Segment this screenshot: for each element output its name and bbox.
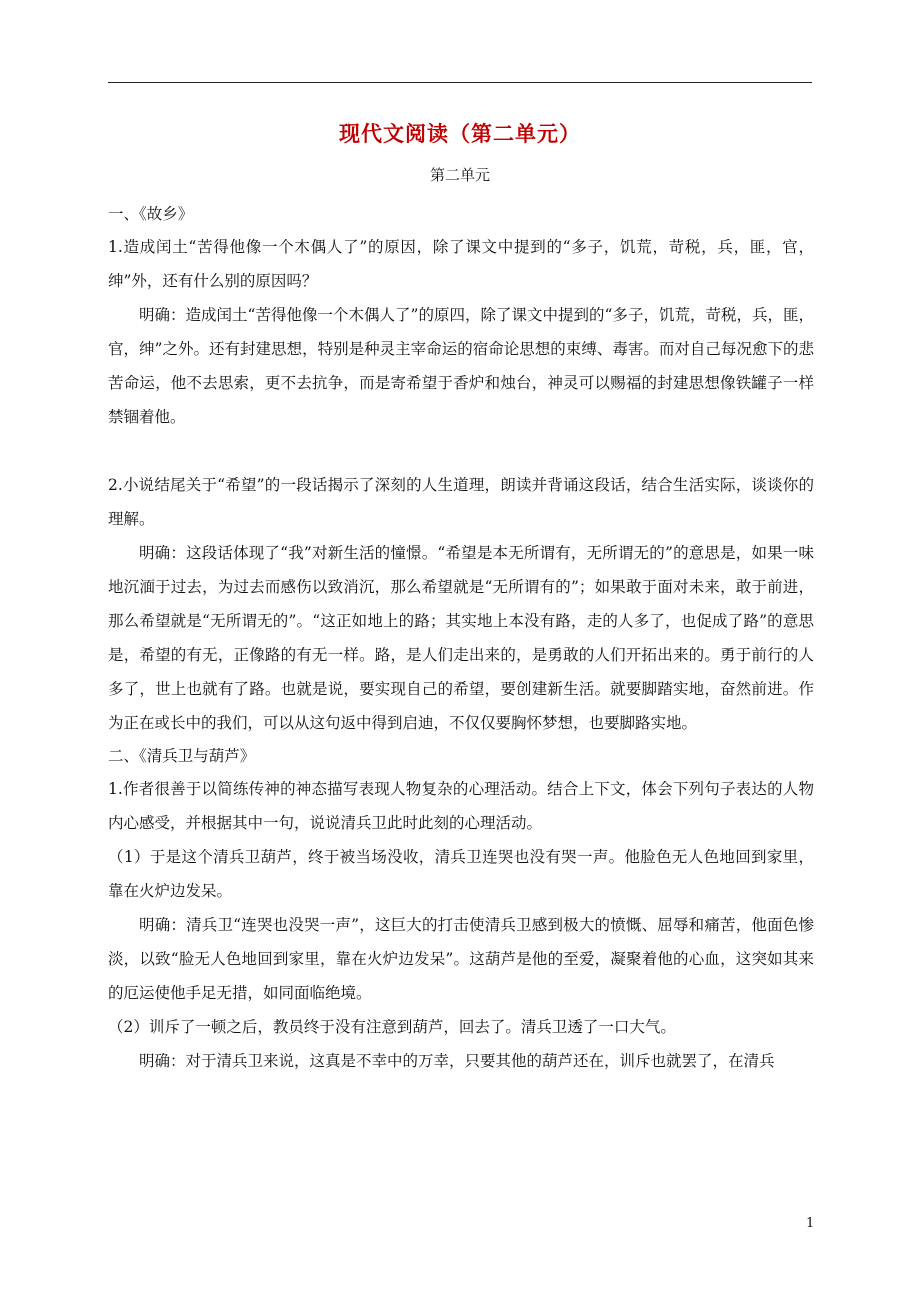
question-paragraph: 1.作者很善于以简练传神的神态描写表现人物复杂的心理活动。结合上下文，体会下列句子表达的人物内心感受，并根据其中一句，说说清兵卫此时此刻的心理活动。 bbox=[108, 780, 814, 832]
answer-paragraph: 明确：这段话体现了“我”对新生活的憧憬。“希望是本无所谓有，无所谓无的”的意思是，如果一味地沉湎于过去，为过去而感伤以致消沉，那么希望就是“无所谓有的”；如果敢于面对未来，敢于前进，那么希望就是“无所谓无的”。“这正如地上的路；其实地上本没有路，走的人多了，也促成了路”的意思是，希望的有无，正像路的有无一样。路，是人们走出来的，是勇敢的人们开拓出来的。勇于前行的人多了，世上也就有了路。也就是说，要实现自己的希望，要创建新生活。就要脚踏实地，奋然前进。作为正在或长中的我们，可以从这句返中得到启迪，不仅仅要胸怀梦想，也要脚路实地。 bbox=[108, 544, 814, 732]
answer-paragraph: 明确：造成闰土“苦得他像一个木偶人了”的原四，除了课文中提到的“多子，饥荒，苛税，兵，匪，官，绅”之外。还有封建思想，特别是种灵主宰命运的宿命论思想的束缚、毒害。而对自己每况愈下的悲苦命运，他不去思索，更不去抗争，而是寄希望于香炉和烛台，神灵可以赐福的封建思想像铁罐子一样禁锢着他。 bbox=[108, 306, 814, 426]
question-paragraph: 1.造成闰土“苦得他像一个木偶人了”的原因，除了课文中提到的“多子，饥荒，苛税，兵，匪，官，绅”外，还有什么别的原因吗？ bbox=[108, 238, 814, 290]
section-heading-guxiang: 一、《故乡》 bbox=[108, 205, 194, 223]
answer-paragraph: 明确：清兵卫“连哭也没哭一声”，这巨大的打击使清兵卫感到极大的愤慨、屈辱和痛苦，他面色惨淡，以致“脸无人色地回到家里，靠在火炉边发呆”。这葫芦是他的至爱，凝聚着他的心血，这突如其来的厄运使他手足无措，如同面临绝境。 bbox=[108, 916, 814, 1002]
document-title: 现代文阅读（第二单元） bbox=[339, 121, 581, 146]
header-rule bbox=[108, 82, 812, 83]
sub-question-paragraph: （1）于是这个清兵卫葫芦，终于被当场没收，清兵卫连哭也没有哭一声。他脸色无人色地回到家里，靠在火炉边发呆。 bbox=[108, 848, 814, 900]
unit-subtitle: 第二单元 bbox=[429, 166, 490, 184]
document-body bbox=[108, 198, 814, 1078]
section-heading-qingbingwei: 二、《清兵卫与葫芦》 bbox=[108, 747, 256, 765]
answer-paragraph: 明确：对于清兵卫来说，这真是不幸中的万幸，只要其他的葫芦还在，训斥也就罢了，在清兵 bbox=[139, 1052, 775, 1070]
sub-question-paragraph: （2）训斥了一顿之后，教员终于没有注意到葫芦，回去了。清兵卫透了一口大气。 bbox=[108, 1018, 676, 1036]
paragraph-spacer bbox=[108, 434, 814, 468]
question-paragraph: 2.小说结尾关于“希望”的一段话揭示了深刻的人生道理，朗读并背诵这段话，结合生活实际，谈谈你的理解。 bbox=[108, 476, 814, 528]
page-number: 1 bbox=[806, 1216, 815, 1231]
